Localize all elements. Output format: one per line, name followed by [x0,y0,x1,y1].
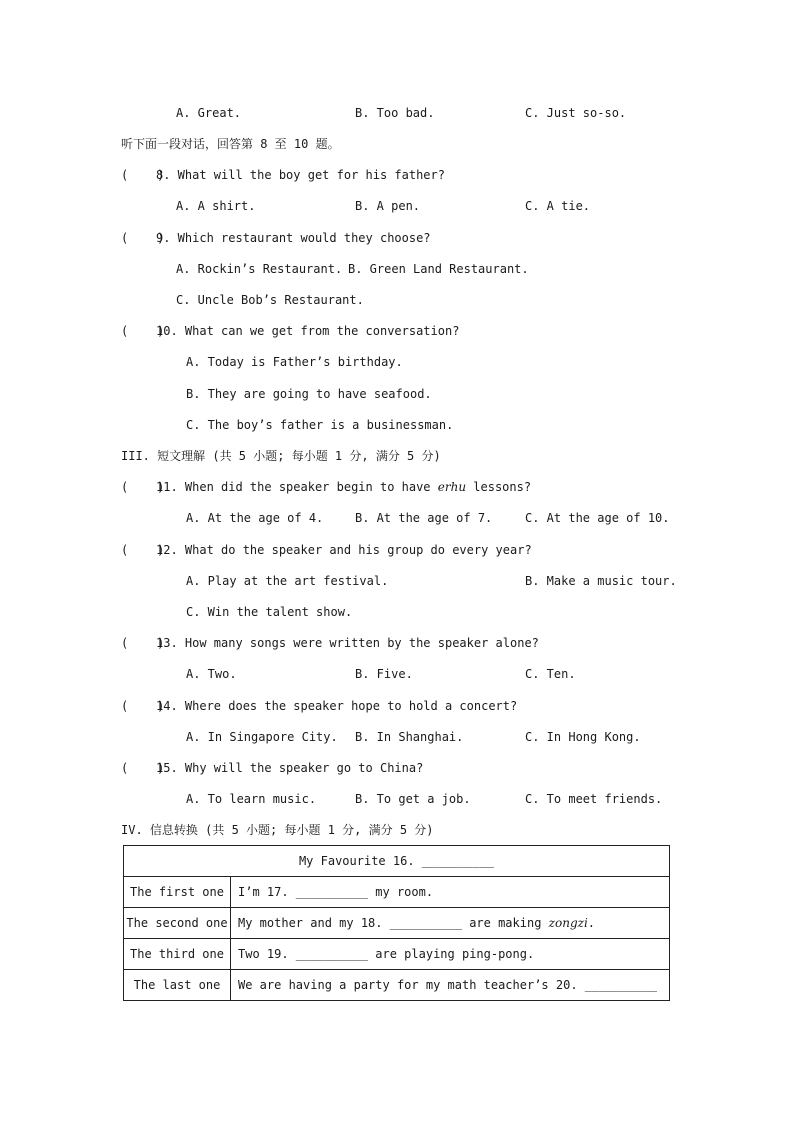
q15-option-a: A. To learn music. [186,792,317,806]
q9-option-c: C. Uncle Bob’s Restaurant. [176,293,364,307]
q12-option-b: B. Make a music tour. [525,574,677,588]
section-3-title: III. 短文理解 (共 5 小题; 每小题 1 分, 满分 5 分) [121,449,441,463]
info-transfer-table [123,845,670,1001]
row-label: The second one [124,908,231,939]
zongzi-term: zongzi [548,916,588,930]
q15-option-c: C. To meet friends. [525,792,663,806]
q10-option-b: B. They are going to have seafood. [186,387,432,401]
q11-option-b: B. At the age of 7. [355,511,493,525]
table-row [124,939,670,970]
q14-option-c: C. In Hong Kong. [525,730,641,744]
q13-stem: 13. How many songs were written by the speaker alone? [156,636,539,650]
q11-option-c: C. At the age of 10. [525,511,670,525]
q9-option-a: A. Rockin’s Restaurant. [176,262,343,276]
table-header-row [124,846,670,877]
table-row [124,877,670,908]
q14-answer-paren: ( ) [121,699,165,713]
q12-answer-paren: ( ) [121,543,165,557]
table-header-cell: My Favourite 16. __________ [124,846,670,877]
row-content: We are having a party for my math teacher’s 20. __________ [231,970,670,1001]
table-row [124,908,670,939]
q15-option-b: B. To get a job. [355,792,471,806]
q13-option-b: B. Five. [355,667,413,681]
q9-stem: 9. Which restaurant would they choose? [156,231,431,245]
q10-answer-paren: ( ) [121,324,165,338]
q14-stem: 14. Where does the speaker hope to hold a concert? [156,699,518,713]
row-content: I’m 17. __________ my room. [231,877,670,908]
row-content: Two 19. __________ are playing ping-pong. [231,939,670,970]
q13-option-a: A. Two. [186,667,237,681]
q9-option-b: B. Green Land Restaurant. [348,262,529,276]
q14-option-b: B. In Shanghai. [355,730,464,744]
q7-option-a: A. Great. [176,106,242,120]
q7-option-c: C. Just so-so. [525,106,627,120]
q8-answer-paren: ( ) [121,168,165,182]
q13-answer-paren: ( ) [121,636,165,650]
q7-option-b: B. Too bad. [355,106,435,120]
section-4-title: IV. 信息转换 (共 5 小题; 每小题 1 分, 满分 5 分) [121,823,434,837]
q8-option-a: A. A shirt. [176,199,256,213]
q11-stem: 11. When did the speaker begin to have erhu lessons? [156,480,532,494]
row-label: The last one [124,970,231,1001]
q9-answer-paren: ( ) [121,231,165,245]
q13-option-c: C. Ten. [525,667,576,681]
row-label: The third one [124,939,231,970]
row-content: My mother and my 18. __________ are making zongzi. [231,908,670,939]
table-row [124,970,670,1001]
q15-answer-paren: ( ) [121,761,165,775]
q10-option-a: A. Today is Father’s birthday. [186,355,403,369]
q15-stem: 15. Why will the speaker go to China? [156,761,424,775]
row-label: The first one [124,877,231,908]
q11-answer-paren: ( ) [121,480,165,494]
q12-option-a: A. Play at the art festival. [186,574,389,588]
q12-option-c: C. Win the talent show. [186,605,353,619]
q14-option-a: A. In Singapore City. [186,730,338,744]
q8-stem: 8. What will the boy get for his father? [156,168,445,182]
q8-option-b: B. A pen. [355,199,421,213]
q11-erhu-term: erhu [437,480,467,494]
q12-stem: 12. What do the speaker and his group do every year? [156,543,532,557]
q11-option-a: A. At the age of 4. [186,511,324,525]
q8-option-c: C. A tie. [525,199,591,213]
dialogue-instruction: 听下面一段对话，回答第 8 至 10 题。 [121,137,340,151]
q10-option-c: C. The boy’s father is a businessman. [186,418,454,432]
q10-stem: 10. What can we get from the conversation? [156,324,460,338]
